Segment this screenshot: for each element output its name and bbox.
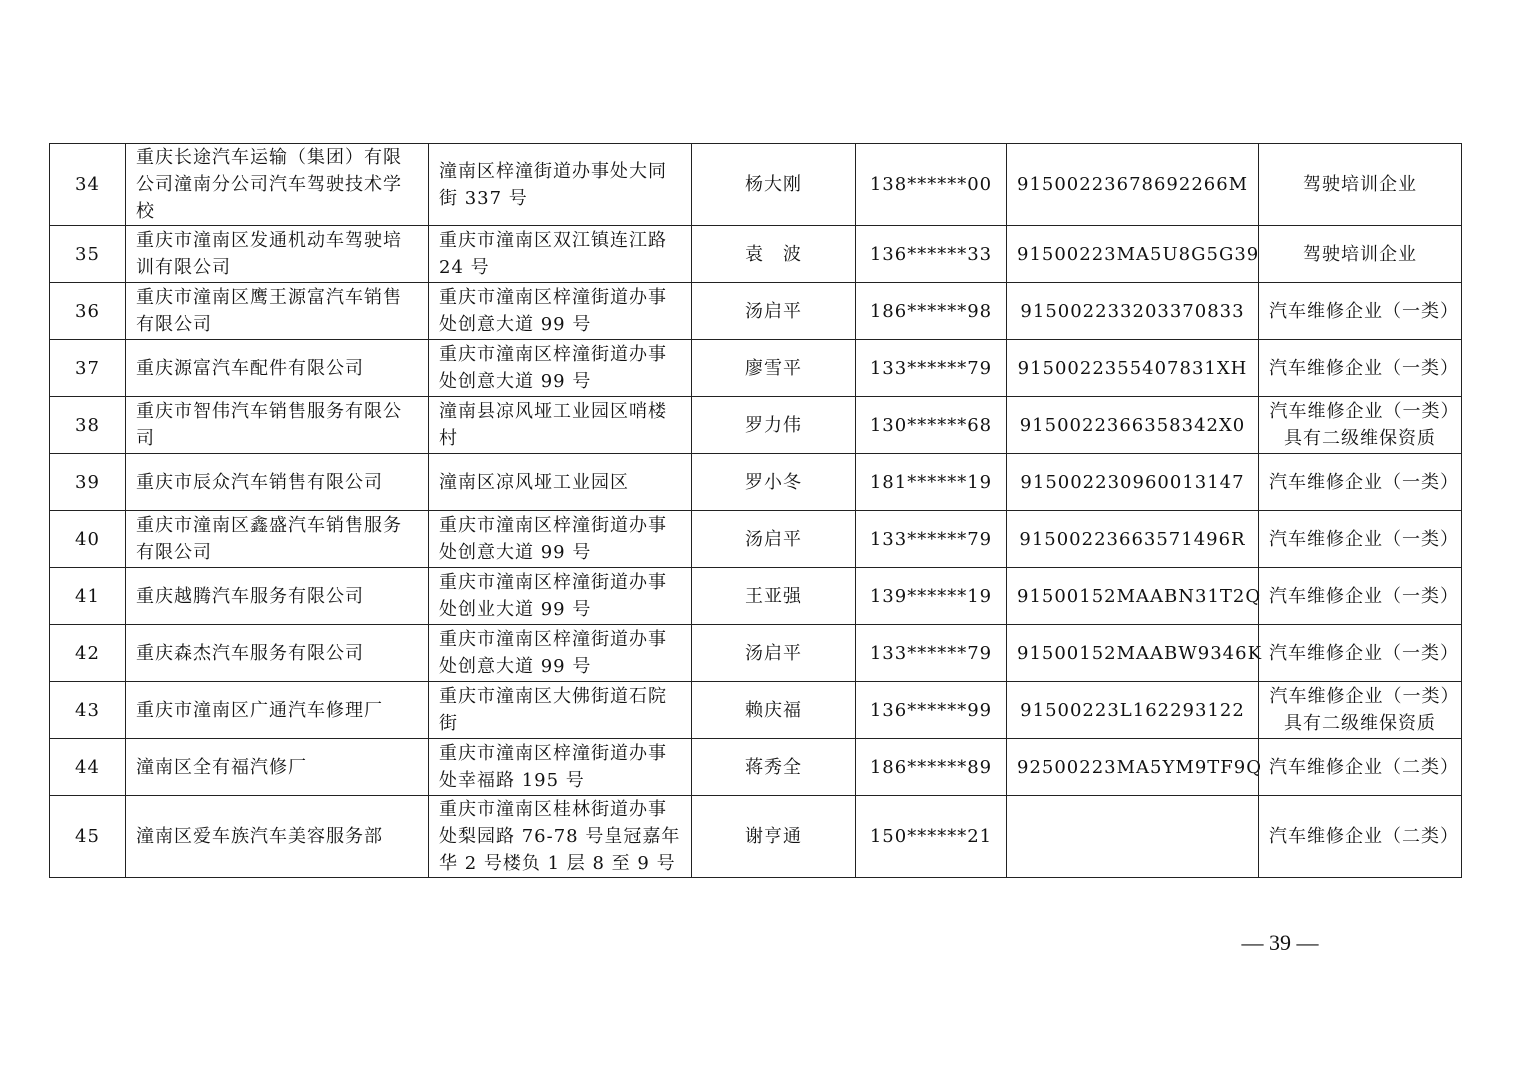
business-type: 驾驶培训企业 [1259,226,1462,283]
credit-code: 915002233203370833 [1007,283,1259,340]
legal-representative: 罗小冬 [692,454,856,511]
table-row [50,568,1462,625]
company-name: 重庆市潼南区鑫盛汽车销售服务有限公司 [126,511,429,568]
table-row [50,454,1462,511]
company-address: 重庆市潼南区桂林街道办事处梨园路 76-78 号皇冠嘉年华 2 号楼负 1 层 8 至 9 号 [429,796,692,878]
company-name: 重庆市潼南区鹰王源富汽车销售有限公司 [126,283,429,340]
row-number: 45 [50,796,126,878]
legal-representative: 谢亨通 [692,796,856,878]
credit-code: 91500223MA5U8G5G39 [1007,226,1259,283]
phone-number: 133******79 [856,511,1007,568]
phone-number: 181******19 [856,454,1007,511]
credit-code: 915002230960013147 [1007,454,1259,511]
table-row [50,625,1462,682]
company-name: 重庆源富汽车配件有限公司 [126,340,429,397]
company-address: 重庆市潼南区梓潼街道办事处创意大道 99 号 [429,625,692,682]
table-row [50,144,1462,226]
company-address: 重庆市潼南区梓潼街道办事处创意大道 99 号 [429,340,692,397]
row-number: 36 [50,283,126,340]
credit-code: 91500152MAABN31T2Q [1007,568,1259,625]
row-number: 44 [50,739,126,796]
table-row [50,511,1462,568]
business-type: 汽车维修企业（一类）具有二级维保资质 [1259,397,1462,454]
company-name: 重庆市潼南区发通机动车驾驶培训有限公司 [126,226,429,283]
company-address: 潼南区梓潼街道办事处大同街 337 号 [429,144,692,226]
row-number: 37 [50,340,126,397]
company-name: 重庆森杰汽车服务有限公司 [126,625,429,682]
row-number: 34 [50,144,126,226]
table-row [50,340,1462,397]
row-number: 43 [50,682,126,739]
credit-code [1007,796,1259,878]
legal-representative: 赖庆福 [692,682,856,739]
row-number: 38 [50,397,126,454]
legal-representative: 廖雪平 [692,340,856,397]
phone-number: 133******79 [856,625,1007,682]
company-name: 重庆市潼南区广通汽车修理厂 [126,682,429,739]
business-type: 汽车维修企业（二类） [1259,796,1462,878]
phone-number: 186******89 [856,739,1007,796]
phone-number: 138******00 [856,144,1007,226]
phone-number: 150******21 [856,796,1007,878]
company-address: 潼南区凉风垭工业园区 [429,454,692,511]
credit-code: 9150022355407831XH [1007,340,1259,397]
business-type: 汽车维修企业（一类） [1259,568,1462,625]
row-number: 35 [50,226,126,283]
row-number: 40 [50,511,126,568]
company-address: 重庆市潼南区梓潼街道办事处创意大道 99 号 [429,283,692,340]
enterprise-table [49,143,1462,878]
company-name: 潼南区爱车族汽车美容服务部 [126,796,429,878]
business-type: 汽车维修企业（一类） [1259,454,1462,511]
credit-code: 91500152MAABW9346K [1007,625,1259,682]
legal-representative: 汤启平 [692,283,856,340]
phone-number: 130******68 [856,397,1007,454]
credit-code: 92500223MA5YM9TF9Q [1007,739,1259,796]
legal-representative: 汤启平 [692,511,856,568]
company-address: 重庆市潼南区大佛街道石院街 [429,682,692,739]
table-row [50,283,1462,340]
table-row [50,397,1462,454]
legal-representative: 袁 波 [692,226,856,283]
business-type: 汽车维修企业（一类）具有二级维保资质 [1259,682,1462,739]
credit-code: 91500223663571496R [1007,511,1259,568]
business-type: 汽车维修企业（二类） [1259,739,1462,796]
business-type: 汽车维修企业（一类） [1259,283,1462,340]
company-address: 重庆市潼南区梓潼街道办事处创业大道 99 号 [429,568,692,625]
company-name: 重庆越腾汽车服务有限公司 [126,568,429,625]
phone-number: 136******33 [856,226,1007,283]
business-type: 汽车维修企业（一类） [1259,340,1462,397]
legal-representative: 汤启平 [692,625,856,682]
business-type: 驾驶培训企业 [1259,144,1462,226]
company-address: 重庆市潼南区双江镇连江路 24 号 [429,226,692,283]
business-type: 汽车维修企业（一类） [1259,511,1462,568]
row-number: 41 [50,568,126,625]
phone-number: 133******79 [856,340,1007,397]
credit-code: 91500223L162293122 [1007,682,1259,739]
table-row [50,682,1462,739]
phone-number: 186******98 [856,283,1007,340]
company-address: 潼南县凉风垭工业园区哨楼村 [429,397,692,454]
page-number: — 39 — [1241,930,1319,955]
company-name: 潼南区全有福汽修厂 [126,739,429,796]
table-row [50,739,1462,796]
phone-number: 136******99 [856,682,1007,739]
company-name: 重庆市辰众汽车销售有限公司 [126,454,429,511]
table-row [50,226,1462,283]
credit-code: 9150022366358342X0 [1007,397,1259,454]
credit-code: 91500223678692266M [1007,144,1259,226]
company-name: 重庆长途汽车运输（集团）有限公司潼南分公司汽车驾驶技术学校 [126,144,429,226]
phone-number: 139******19 [856,568,1007,625]
business-type: 汽车维修企业（一类） [1259,625,1462,682]
legal-representative: 罗力伟 [692,397,856,454]
legal-representative: 蒋秀全 [692,739,856,796]
table-row [50,796,1462,878]
legal-representative: 杨大刚 [692,144,856,226]
row-number: 42 [50,625,126,682]
row-number: 39 [50,454,126,511]
company-address: 重庆市潼南区梓潼街道办事处创意大道 99 号 [429,511,692,568]
company-name: 重庆市智伟汽车销售服务有限公司 [126,397,429,454]
legal-representative: 王亚强 [692,568,856,625]
company-address: 重庆市潼南区梓潼街道办事处幸福路 195 号 [429,739,692,796]
